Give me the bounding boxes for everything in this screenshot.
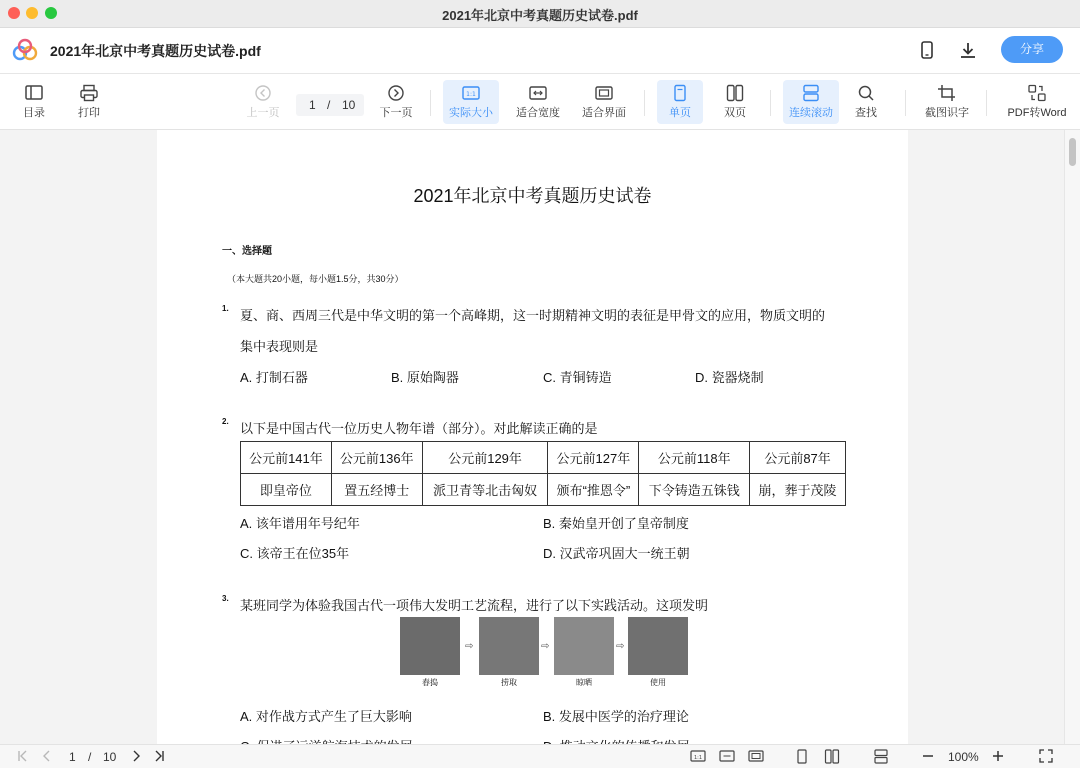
chevron-right-circle-icon xyxy=(386,84,406,102)
print-button[interactable] xyxy=(69,80,109,124)
question-2-option-a: A. 该年谱用年号纪年 xyxy=(240,516,360,531)
timeline-event: 崩，葬于茂陵 xyxy=(750,474,846,506)
timeline-events-row xyxy=(241,474,846,506)
question-2-option-d: D. 汉武帝巩固大一统王朝 xyxy=(543,546,690,561)
single-page-small-icon[interactable] xyxy=(795,749,809,765)
process-step-caption: 晾晒 xyxy=(576,678,592,687)
arrow-right-icon: ⇨ xyxy=(541,641,550,652)
share-button[interactable]: 分享 xyxy=(1001,36,1063,63)
question-2-option-c: C. 该帝王在位35年 xyxy=(240,546,350,561)
double-page-button[interactable] xyxy=(714,80,756,124)
svg-text:1:1: 1:1 xyxy=(693,755,703,761)
single-page-label: 单页 xyxy=(669,107,691,119)
question-2-number: 2. xyxy=(222,417,229,426)
fit-page-label: 适合界面 xyxy=(582,107,626,119)
toolbar-divider xyxy=(905,90,906,116)
document-viewport[interactable] xyxy=(0,130,1080,744)
toolbar-divider xyxy=(986,90,987,116)
toc-icon xyxy=(24,84,44,102)
fit-page-small-icon[interactable] xyxy=(748,749,764,763)
timeline-table xyxy=(240,441,846,506)
scrollbar-thumb[interactable] xyxy=(1069,138,1076,166)
question-3-option-a: A. 对作战方式产生了巨大影响 xyxy=(240,709,412,724)
question-1-option-b: B. 原始陶器 xyxy=(391,370,459,385)
double-page-label: 双页 xyxy=(724,107,746,119)
fullscreen-icon[interactable] xyxy=(1039,749,1053,763)
fit-width-small-icon[interactable] xyxy=(719,749,735,763)
question-1-text-line1: 夏、商、西周三代是中华文明的第一个高峰期，这一时期精神文明的表征是甲骨文的应用，物质文明的 xyxy=(240,308,826,323)
mobile-device-icon[interactable] xyxy=(917,40,937,60)
continuous-scroll-button[interactable] xyxy=(783,80,839,124)
last-page-icon[interactable] xyxy=(152,749,166,763)
process-photo xyxy=(628,617,688,675)
question-1-option-a: A. 打制石器 xyxy=(240,370,308,385)
fit-width-button[interactable] xyxy=(512,80,564,124)
section-heading: 一、选择题 xyxy=(222,246,272,257)
double-page-icon xyxy=(725,84,745,102)
continuous-scroll-icon xyxy=(801,84,821,102)
next-page-button[interactable] xyxy=(376,80,416,124)
download-icon[interactable] xyxy=(958,40,978,60)
toolbar-divider xyxy=(770,90,771,116)
crop-icon xyxy=(937,84,957,102)
double-page-small-icon[interactable] xyxy=(824,749,840,765)
zoom-in-icon[interactable] xyxy=(991,749,1005,763)
page-number-input[interactable] xyxy=(296,94,364,116)
prev-page-label: 上一页 xyxy=(246,107,280,119)
process-step xyxy=(400,617,460,688)
fit-page-button[interactable] xyxy=(578,80,630,124)
toc-label: 目录 xyxy=(23,107,45,119)
process-photo xyxy=(479,617,539,675)
timeline-year: 公元前136年 xyxy=(331,442,422,474)
convert-icon xyxy=(1027,84,1047,102)
process-step xyxy=(628,617,688,688)
question-1-option-c: C. 青铜铸造 xyxy=(543,370,612,385)
actual-size-icon xyxy=(461,84,481,102)
bottom-bar xyxy=(0,744,1080,768)
actual-size-small-icon[interactable] xyxy=(690,749,706,763)
toolbar-divider xyxy=(644,90,645,116)
actual-size-button[interactable] xyxy=(443,80,499,124)
papermaking-process-figure xyxy=(400,617,690,689)
question-1-number: 1. xyxy=(222,304,229,313)
section-note: （本大题共20小题，每小题1.5分，共30分） xyxy=(227,274,404,284)
find-button[interactable] xyxy=(846,80,886,124)
document-name: 2021年北京中考真题历史试卷.pdf xyxy=(50,43,261,59)
zoom-out-icon[interactable] xyxy=(921,749,935,763)
pdf-to-word-button[interactable] xyxy=(1002,80,1072,124)
prev-page-button[interactable] xyxy=(243,80,283,124)
question-1-text-line2: 集中表现则是 xyxy=(240,339,319,354)
continuous-scroll-label: 连续滚动 xyxy=(789,107,833,119)
bottom-page-separator: / xyxy=(88,750,92,764)
arrow-right-icon: ⇨ xyxy=(616,641,625,652)
find-label: 查找 xyxy=(855,107,877,119)
timeline-event: 即皇帝位 xyxy=(241,474,332,506)
question-3-text: 某班同学为体验我国古代一项伟大发明工艺流程，进行了以下实践活动。这项发明 xyxy=(240,598,709,613)
single-page-button[interactable] xyxy=(657,80,703,124)
printer-icon xyxy=(79,84,99,102)
fit-page-icon xyxy=(594,84,614,102)
timeline-year: 公元前118年 xyxy=(639,442,750,474)
pdf-to-word-label: PDF转Word xyxy=(1007,107,1067,119)
timeline-year: 公元前127年 xyxy=(548,442,639,474)
question-1-option-d: D. 瓷器烧制 xyxy=(695,370,764,385)
next-page-icon[interactable] xyxy=(129,749,143,763)
process-step xyxy=(479,617,539,688)
toc-button[interactable] xyxy=(14,80,54,124)
timeline-year: 公元前141年 xyxy=(241,442,332,474)
toolbar xyxy=(0,74,1080,130)
timeline-event: 置五经博士 xyxy=(331,474,422,506)
question-2-option-b: B. 秦始皇开创了皇帝制度 xyxy=(543,516,689,531)
page-current: 1 xyxy=(309,98,316,112)
timeline-event: 派卫青等北击匈奴 xyxy=(422,474,548,506)
timeline-year: 公元前129年 xyxy=(422,442,548,474)
process-photo xyxy=(554,617,614,675)
fit-width-label: 适合宽度 xyxy=(516,107,560,119)
process-step xyxy=(554,617,614,688)
page-separator: / xyxy=(327,98,331,112)
first-page-icon[interactable] xyxy=(16,749,30,763)
app-logo-icon xyxy=(12,39,38,61)
process-photo xyxy=(400,617,460,675)
title-bar xyxy=(0,0,1080,28)
timeline-event: 下令铸造五铢钱 xyxy=(639,474,750,506)
bottom-page-current[interactable]: 1 xyxy=(69,750,76,764)
prev-page-icon[interactable] xyxy=(40,749,54,763)
zoom-level[interactable]: 100% xyxy=(948,750,979,764)
fit-width-icon xyxy=(528,84,548,102)
process-step-caption: 使用 xyxy=(650,678,666,687)
toolbar-divider xyxy=(430,90,431,116)
page-total: 10 xyxy=(342,98,356,112)
question-3-number: 3. xyxy=(222,594,229,603)
single-page-icon xyxy=(670,84,690,102)
process-step-caption: 舂捣 xyxy=(422,678,438,687)
vertical-scrollbar[interactable] xyxy=(1064,130,1080,744)
bottom-page-total: 10 xyxy=(103,750,117,764)
chevron-left-circle-icon xyxy=(253,84,273,102)
screenshot-ocr-label: 截图识字 xyxy=(925,107,969,119)
print-label: 打印 xyxy=(78,107,100,119)
actual-size-label: 实际大小 xyxy=(449,107,493,119)
screenshot-ocr-button[interactable] xyxy=(920,80,974,124)
pdf-page xyxy=(157,130,908,770)
continuous-scroll-small-icon[interactable] xyxy=(873,749,889,765)
app-header xyxy=(0,28,1080,74)
timeline-event: 颁布“推恩令” xyxy=(548,474,639,506)
search-icon xyxy=(856,84,876,102)
document-title: 2021年北京中考真题历史试卷 xyxy=(413,186,652,206)
svg-text:1:1: 1:1 xyxy=(466,91,476,98)
window-title: 2021年北京中考真题历史试卷.pdf xyxy=(442,8,638,23)
timeline-years-row xyxy=(241,442,846,474)
question-2-text: 以下是中国古代一位历史人物年谱（部分）。对此解读正确的是 xyxy=(240,421,598,436)
process-step-caption: 捞取 xyxy=(501,678,517,687)
timeline-year: 公元前87年 xyxy=(750,442,846,474)
question-3-option-b: B. 发展中医学的治疗理论 xyxy=(543,709,689,724)
arrow-right-icon: ⇨ xyxy=(465,641,474,652)
next-page-label: 下一页 xyxy=(379,107,413,119)
